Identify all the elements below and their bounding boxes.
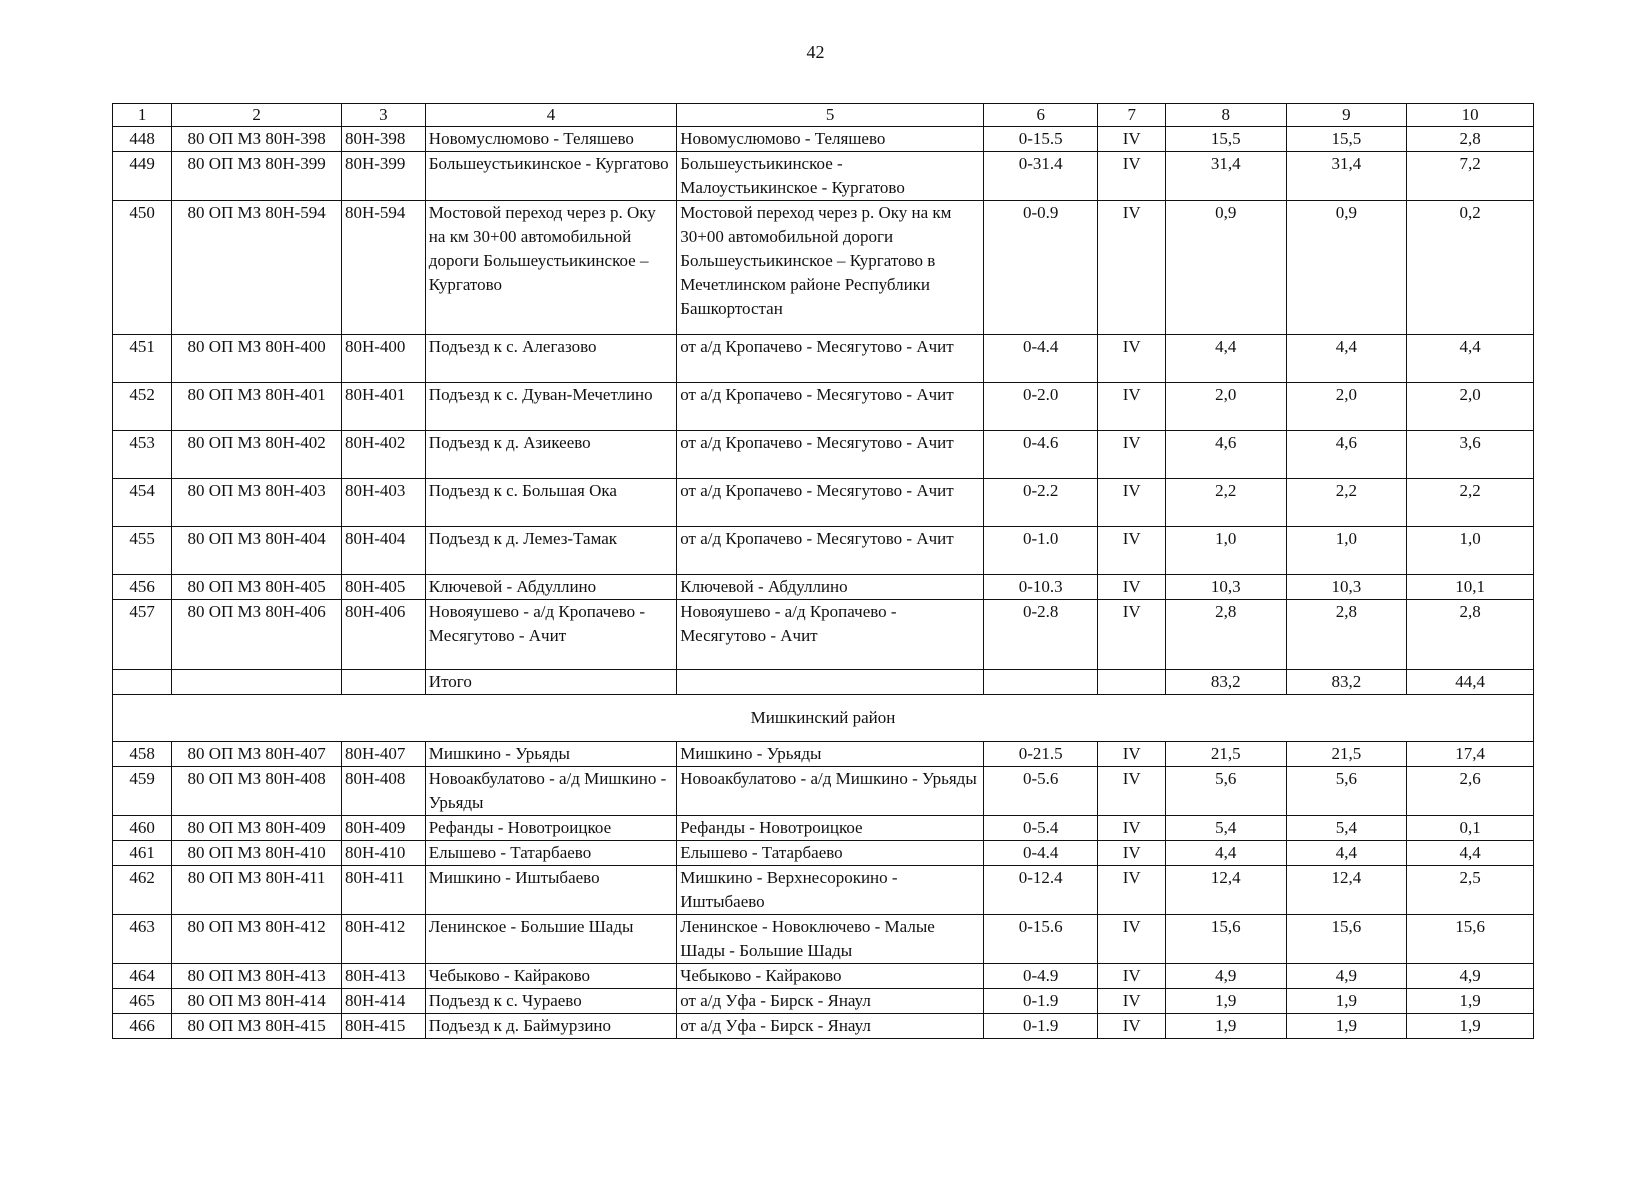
road-name-cell: Мостовой переход через р. Оку на км 30+00 автомобильной дороги Большеустьикинское – Кургатово bbox=[425, 201, 676, 335]
road-full-name-cell: Большеустьикинское - Малоустьикинское - Кургатово bbox=[677, 152, 984, 201]
road-name-cell: Подъезд к д. Азикеево bbox=[425, 431, 676, 479]
road-code-cell: 80 ОП МЗ 80Н-400 bbox=[172, 335, 342, 383]
length-total-cell: 31,4 bbox=[1165, 152, 1286, 201]
length-total-cell: 1,0 bbox=[1165, 527, 1286, 575]
row-number-cell: 449 bbox=[113, 152, 172, 201]
length-total-cell: 15,5 bbox=[1165, 127, 1286, 152]
length-total-cell: 5,4 bbox=[1165, 816, 1286, 841]
road-name-cell: Мишкино - Иштыбаево bbox=[425, 866, 676, 915]
empty-cell bbox=[677, 670, 984, 695]
road-class-cell: IV bbox=[1098, 431, 1165, 479]
road-full-name-cell: от а/д Уфа - Бирск - Янаул bbox=[677, 1014, 984, 1039]
paved-length-cell: 15,6 bbox=[1407, 915, 1534, 964]
paved-length-cell: 7,2 bbox=[1407, 152, 1534, 201]
km-range-cell: 0-21.5 bbox=[983, 742, 1097, 767]
paved-length-cell: 2,8 bbox=[1407, 600, 1534, 670]
table-row bbox=[113, 201, 1534, 335]
road-short-code-cell: 80Н-412 bbox=[341, 915, 425, 964]
length-total-cell: 1,9 bbox=[1165, 1014, 1286, 1039]
paved-length-cell: 4,9 bbox=[1407, 964, 1534, 989]
km-range-cell: 0-0.9 bbox=[983, 201, 1097, 335]
road-code-cell: 80 ОП МЗ 80Н-404 bbox=[172, 527, 342, 575]
row-number-cell: 452 bbox=[113, 383, 172, 431]
length-total-cell: 4,4 bbox=[1165, 335, 1286, 383]
road-code-cell: 80 ОП МЗ 80Н-594 bbox=[172, 201, 342, 335]
length-total-cell: 4,4 bbox=[1165, 841, 1286, 866]
road-name-cell: Мишкино - Урьяды bbox=[425, 742, 676, 767]
km-range-cell: 0-15.5 bbox=[983, 127, 1097, 152]
road-full-name-cell: Новоакбулатово - а/д Мишкино - Урьяды bbox=[677, 767, 984, 816]
table-row bbox=[113, 989, 1534, 1014]
column-header: 5 bbox=[677, 104, 984, 127]
road-class-cell: IV bbox=[1098, 527, 1165, 575]
road-full-name-cell: Рефанды - Новотроицкое bbox=[677, 816, 984, 841]
km-range-cell: 0-2.0 bbox=[983, 383, 1097, 431]
table-row bbox=[113, 383, 1534, 431]
district-row bbox=[113, 695, 1534, 742]
road-name-cell: Ленинское - Большие Шады bbox=[425, 915, 676, 964]
road-full-name-cell: Мишкино - Верхнесорокино - Иштыбаево bbox=[677, 866, 984, 915]
road-name-cell: Подъезд к с. Большая Ока bbox=[425, 479, 676, 527]
header-row bbox=[113, 104, 1534, 127]
paved-length-cell: 0,2 bbox=[1407, 201, 1534, 335]
road-class-cell: IV bbox=[1098, 201, 1165, 335]
row-number-cell: 458 bbox=[113, 742, 172, 767]
road-class-cell: IV bbox=[1098, 816, 1165, 841]
road-full-name-cell: Новомуслюмово - Теляшево bbox=[677, 127, 984, 152]
road-name-cell: Большеустьикинское - Кургатово bbox=[425, 152, 676, 201]
road-full-name-cell: от а/д Кропачево - Месягутово - Ачит bbox=[677, 431, 984, 479]
road-code-cell: 80 ОП МЗ 80Н-412 bbox=[172, 915, 342, 964]
table-row bbox=[113, 816, 1534, 841]
column-header: 4 bbox=[425, 104, 676, 127]
column-header: 10 bbox=[1407, 104, 1534, 127]
paved-length-cell: 2,8 bbox=[1407, 127, 1534, 152]
road-name-cell: Подъезд к с. Дуван-Мечетлино bbox=[425, 383, 676, 431]
length-cell: 2,2 bbox=[1286, 479, 1407, 527]
row-number-cell: 460 bbox=[113, 816, 172, 841]
road-short-code-cell: 80Н-594 bbox=[341, 201, 425, 335]
row-number-cell: 456 bbox=[113, 575, 172, 600]
paved-length-cell: 0,1 bbox=[1407, 816, 1534, 841]
road-full-name-cell: Мостовой переход через р. Оку на км 30+00 автомобильной дороги Большеустьикинское – Кургатово в Мечетлинском районе Республики Башкортостан bbox=[677, 201, 984, 335]
road-short-code-cell: 80Н-408 bbox=[341, 767, 425, 816]
road-name-cell: Рефанды - Новотроицкое bbox=[425, 816, 676, 841]
paved-length-cell: 1,9 bbox=[1407, 1014, 1534, 1039]
km-range-cell: 0-1.9 bbox=[983, 989, 1097, 1014]
length-total-cell: 10,3 bbox=[1165, 575, 1286, 600]
km-range-cell: 0-10.3 bbox=[983, 575, 1097, 600]
row-number-cell: 459 bbox=[113, 767, 172, 816]
road-class-cell: IV bbox=[1098, 989, 1165, 1014]
table-row bbox=[113, 575, 1534, 600]
road-full-name-cell: от а/д Кропачево - Месягутово - Ачит bbox=[677, 479, 984, 527]
road-short-code-cell: 80Н-405 bbox=[341, 575, 425, 600]
table-row bbox=[113, 479, 1534, 527]
road-short-code-cell: 80Н-402 bbox=[341, 431, 425, 479]
empty-cell bbox=[113, 670, 172, 695]
length-cell: 4,6 bbox=[1286, 431, 1407, 479]
road-name-cell: Ключевой - Абдуллино bbox=[425, 575, 676, 600]
column-header: 3 bbox=[341, 104, 425, 127]
road-short-code-cell: 80Н-398 bbox=[341, 127, 425, 152]
road-name-cell: Подъезд к с. Чураево bbox=[425, 989, 676, 1014]
length-total-cell: 5,6 bbox=[1165, 767, 1286, 816]
km-range-cell: 0-31.4 bbox=[983, 152, 1097, 201]
road-name-cell: Новояушево - а/д Кропачево - Месягутово - Ачит bbox=[425, 600, 676, 670]
road-class-cell: IV bbox=[1098, 866, 1165, 915]
road-full-name-cell: Елышево - Татарбаево bbox=[677, 841, 984, 866]
road-code-cell: 80 ОП МЗ 80Н-398 bbox=[172, 127, 342, 152]
length-cell: 2,0 bbox=[1286, 383, 1407, 431]
table-row bbox=[113, 527, 1534, 575]
empty-cell bbox=[172, 670, 342, 695]
column-header: 8 bbox=[1165, 104, 1286, 127]
length-cell: 5,6 bbox=[1286, 767, 1407, 816]
length-cell: 12,4 bbox=[1286, 866, 1407, 915]
km-range-cell: 0-2.2 bbox=[983, 479, 1097, 527]
row-number-cell: 466 bbox=[113, 1014, 172, 1039]
road-class-cell: IV bbox=[1098, 335, 1165, 383]
road-full-name-cell: Новояушево - а/д Кропачево - Месягутово - Ачит bbox=[677, 600, 984, 670]
road-name-cell: Подъезд к д. Лемез-Тамак bbox=[425, 527, 676, 575]
table-row bbox=[113, 742, 1534, 767]
roads-table bbox=[112, 103, 1534, 1039]
road-code-cell: 80 ОП МЗ 80Н-409 bbox=[172, 816, 342, 841]
road-name-cell: Новомуслюмово - Теляшево bbox=[425, 127, 676, 152]
road-code-cell: 80 ОП МЗ 80Н-402 bbox=[172, 431, 342, 479]
road-short-code-cell: 80Н-399 bbox=[341, 152, 425, 201]
road-class-cell: IV bbox=[1098, 742, 1165, 767]
road-short-code-cell: 80Н-415 bbox=[341, 1014, 425, 1039]
paved-length-cell: 10,1 bbox=[1407, 575, 1534, 600]
length-cell: 15,6 bbox=[1286, 915, 1407, 964]
length-total-cell: 2,0 bbox=[1165, 383, 1286, 431]
road-full-name-cell: от а/д Кропачево - Месягутово - Ачит bbox=[677, 335, 984, 383]
length-cell: 31,4 bbox=[1286, 152, 1407, 201]
km-range-cell: 0-4.4 bbox=[983, 841, 1097, 866]
empty-cell bbox=[1098, 670, 1165, 695]
km-range-cell: 0-5.6 bbox=[983, 767, 1097, 816]
road-short-code-cell: 80Н-413 bbox=[341, 964, 425, 989]
road-full-name-cell: от а/д Кропачево - Месягутово - Ачит bbox=[677, 383, 984, 431]
length-cell: 4,9 bbox=[1286, 964, 1407, 989]
km-range-cell: 0-1.0 bbox=[983, 527, 1097, 575]
road-code-cell: 80 ОП МЗ 80Н-408 bbox=[172, 767, 342, 816]
row-number-cell: 451 bbox=[113, 335, 172, 383]
row-number-cell: 465 bbox=[113, 989, 172, 1014]
total-length-cell: 83,2 bbox=[1286, 670, 1407, 695]
road-full-name-cell: Чебыково - Кайраково bbox=[677, 964, 984, 989]
km-range-cell: 0-15.6 bbox=[983, 915, 1097, 964]
length-cell: 5,4 bbox=[1286, 816, 1407, 841]
paved-length-cell: 1,9 bbox=[1407, 989, 1534, 1014]
road-full-name-cell: от а/д Кропачево - Месягутово - Ачит bbox=[677, 527, 984, 575]
length-cell: 0,9 bbox=[1286, 201, 1407, 335]
length-cell: 1,0 bbox=[1286, 527, 1407, 575]
road-class-cell: IV bbox=[1098, 1014, 1165, 1039]
total-paved-cell: 44,4 bbox=[1407, 670, 1534, 695]
length-cell: 4,4 bbox=[1286, 841, 1407, 866]
road-class-cell: IV bbox=[1098, 915, 1165, 964]
column-header: 6 bbox=[983, 104, 1097, 127]
table-row bbox=[113, 600, 1534, 670]
km-range-cell: 0-12.4 bbox=[983, 866, 1097, 915]
length-cell: 1,9 bbox=[1286, 989, 1407, 1014]
length-cell: 2,8 bbox=[1286, 600, 1407, 670]
road-short-code-cell: 80Н-403 bbox=[341, 479, 425, 527]
road-code-cell: 80 ОП МЗ 80Н-406 bbox=[172, 600, 342, 670]
paved-length-cell: 2,6 bbox=[1407, 767, 1534, 816]
length-cell: 21,5 bbox=[1286, 742, 1407, 767]
road-name-cell: Подъезд к с. Алегазово bbox=[425, 335, 676, 383]
road-short-code-cell: 80Н-401 bbox=[341, 383, 425, 431]
road-short-code-cell: 80Н-407 bbox=[341, 742, 425, 767]
road-full-name-cell: Мишкино - Урьяды bbox=[677, 742, 984, 767]
total-row bbox=[113, 670, 1534, 695]
row-number-cell: 457 bbox=[113, 600, 172, 670]
road-short-code-cell: 80Н-400 bbox=[341, 335, 425, 383]
paved-length-cell: 3,6 bbox=[1407, 431, 1534, 479]
empty-cell bbox=[983, 670, 1097, 695]
km-range-cell: 0-4.4 bbox=[983, 335, 1097, 383]
road-class-cell: IV bbox=[1098, 479, 1165, 527]
road-code-cell: 80 ОП МЗ 80Н-399 bbox=[172, 152, 342, 201]
length-total-cell: 2,8 bbox=[1165, 600, 1286, 670]
length-total-cell: 0,9 bbox=[1165, 201, 1286, 335]
road-name-cell: Подъезд к д. Баймурзино bbox=[425, 1014, 676, 1039]
row-number-cell: 450 bbox=[113, 201, 172, 335]
road-name-cell: Новоакбулатово - а/д Мишкино - Урьяды bbox=[425, 767, 676, 816]
row-number-cell: 448 bbox=[113, 127, 172, 152]
length-total-cell: 4,6 bbox=[1165, 431, 1286, 479]
empty-cell bbox=[341, 670, 425, 695]
road-full-name-cell: от а/д Уфа - Бирск - Янаул bbox=[677, 989, 984, 1014]
row-number-cell: 454 bbox=[113, 479, 172, 527]
road-short-code-cell: 80Н-406 bbox=[341, 600, 425, 670]
road-short-code-cell: 80Н-410 bbox=[341, 841, 425, 866]
column-header: 9 bbox=[1286, 104, 1407, 127]
km-range-cell: 0-4.9 bbox=[983, 964, 1097, 989]
page-number: 42 bbox=[806, 42, 825, 62]
road-code-cell: 80 ОП МЗ 80Н-411 bbox=[172, 866, 342, 915]
km-range-cell: 0-4.6 bbox=[983, 431, 1097, 479]
road-class-cell: IV bbox=[1098, 767, 1165, 816]
row-number-cell: 464 bbox=[113, 964, 172, 989]
paved-length-cell: 4,4 bbox=[1407, 335, 1534, 383]
road-name-cell: Елышево - Татарбаево bbox=[425, 841, 676, 866]
length-total-cell: 15,6 bbox=[1165, 915, 1286, 964]
road-full-name-cell: Ключевой - Абдуллино bbox=[677, 575, 984, 600]
road-full-name-cell: Ленинское - Новоключево - Малые Шады - Большие Шады bbox=[677, 915, 984, 964]
length-cell: 1,9 bbox=[1286, 1014, 1407, 1039]
table-row bbox=[113, 841, 1534, 866]
road-short-code-cell: 80Н-409 bbox=[341, 816, 425, 841]
road-class-cell: IV bbox=[1098, 600, 1165, 670]
road-code-cell: 80 ОП МЗ 80Н-405 bbox=[172, 575, 342, 600]
length-total-cell: 1,9 bbox=[1165, 989, 1286, 1014]
column-header: 2 bbox=[172, 104, 342, 127]
paved-length-cell: 2,2 bbox=[1407, 479, 1534, 527]
row-number-cell: 462 bbox=[113, 866, 172, 915]
length-cell: 15,5 bbox=[1286, 127, 1407, 152]
table-row bbox=[113, 767, 1534, 816]
km-range-cell: 0-5.4 bbox=[983, 816, 1097, 841]
row-number-cell: 463 bbox=[113, 915, 172, 964]
road-class-cell: IV bbox=[1098, 383, 1165, 431]
column-header: 7 bbox=[1098, 104, 1165, 127]
table-row bbox=[113, 127, 1534, 152]
km-range-cell: 0-1.9 bbox=[983, 1014, 1097, 1039]
table-row bbox=[113, 335, 1534, 383]
road-code-cell: 80 ОП МЗ 80Н-415 bbox=[172, 1014, 342, 1039]
road-name-cell: Чебыково - Кайраково bbox=[425, 964, 676, 989]
length-total-cell: 21,5 bbox=[1165, 742, 1286, 767]
road-short-code-cell: 80Н-411 bbox=[341, 866, 425, 915]
paved-length-cell: 1,0 bbox=[1407, 527, 1534, 575]
table-row bbox=[113, 964, 1534, 989]
paved-length-cell: 2,5 bbox=[1407, 866, 1534, 915]
district-heading: Мишкинский район bbox=[113, 695, 1534, 742]
table-row bbox=[113, 431, 1534, 479]
road-class-cell: IV bbox=[1098, 127, 1165, 152]
road-short-code-cell: 80Н-414 bbox=[341, 989, 425, 1014]
road-code-cell: 80 ОП МЗ 80Н-414 bbox=[172, 989, 342, 1014]
road-code-cell: 80 ОП МЗ 80Н-403 bbox=[172, 479, 342, 527]
paved-length-cell: 4,4 bbox=[1407, 841, 1534, 866]
column-header: 1 bbox=[113, 104, 172, 127]
road-short-code-cell: 80Н-404 bbox=[341, 527, 425, 575]
table-row bbox=[113, 915, 1534, 964]
table-row bbox=[113, 1014, 1534, 1039]
table-row bbox=[113, 152, 1534, 201]
length-total-cell: 12,4 bbox=[1165, 866, 1286, 915]
road-code-cell: 80 ОП МЗ 80Н-413 bbox=[172, 964, 342, 989]
total-length-cell: 83,2 bbox=[1165, 670, 1286, 695]
length-total-cell: 4,9 bbox=[1165, 964, 1286, 989]
length-cell: 10,3 bbox=[1286, 575, 1407, 600]
row-number-cell: 461 bbox=[113, 841, 172, 866]
road-class-cell: IV bbox=[1098, 575, 1165, 600]
length-cell: 4,4 bbox=[1286, 335, 1407, 383]
km-range-cell: 0-2.8 bbox=[983, 600, 1097, 670]
road-code-cell: 80 ОП МЗ 80Н-410 bbox=[172, 841, 342, 866]
road-code-cell: 80 ОП МЗ 80Н-407 bbox=[172, 742, 342, 767]
table-row bbox=[113, 866, 1534, 915]
road-class-cell: IV bbox=[1098, 841, 1165, 866]
road-code-cell: 80 ОП МЗ 80Н-401 bbox=[172, 383, 342, 431]
row-number-cell: 453 bbox=[113, 431, 172, 479]
length-total-cell: 2,2 bbox=[1165, 479, 1286, 527]
paved-length-cell: 2,0 bbox=[1407, 383, 1534, 431]
total-label-cell: Итого bbox=[425, 670, 676, 695]
road-class-cell: IV bbox=[1098, 964, 1165, 989]
road-class-cell: IV bbox=[1098, 152, 1165, 201]
row-number-cell: 455 bbox=[113, 527, 172, 575]
paved-length-cell: 17,4 bbox=[1407, 742, 1534, 767]
